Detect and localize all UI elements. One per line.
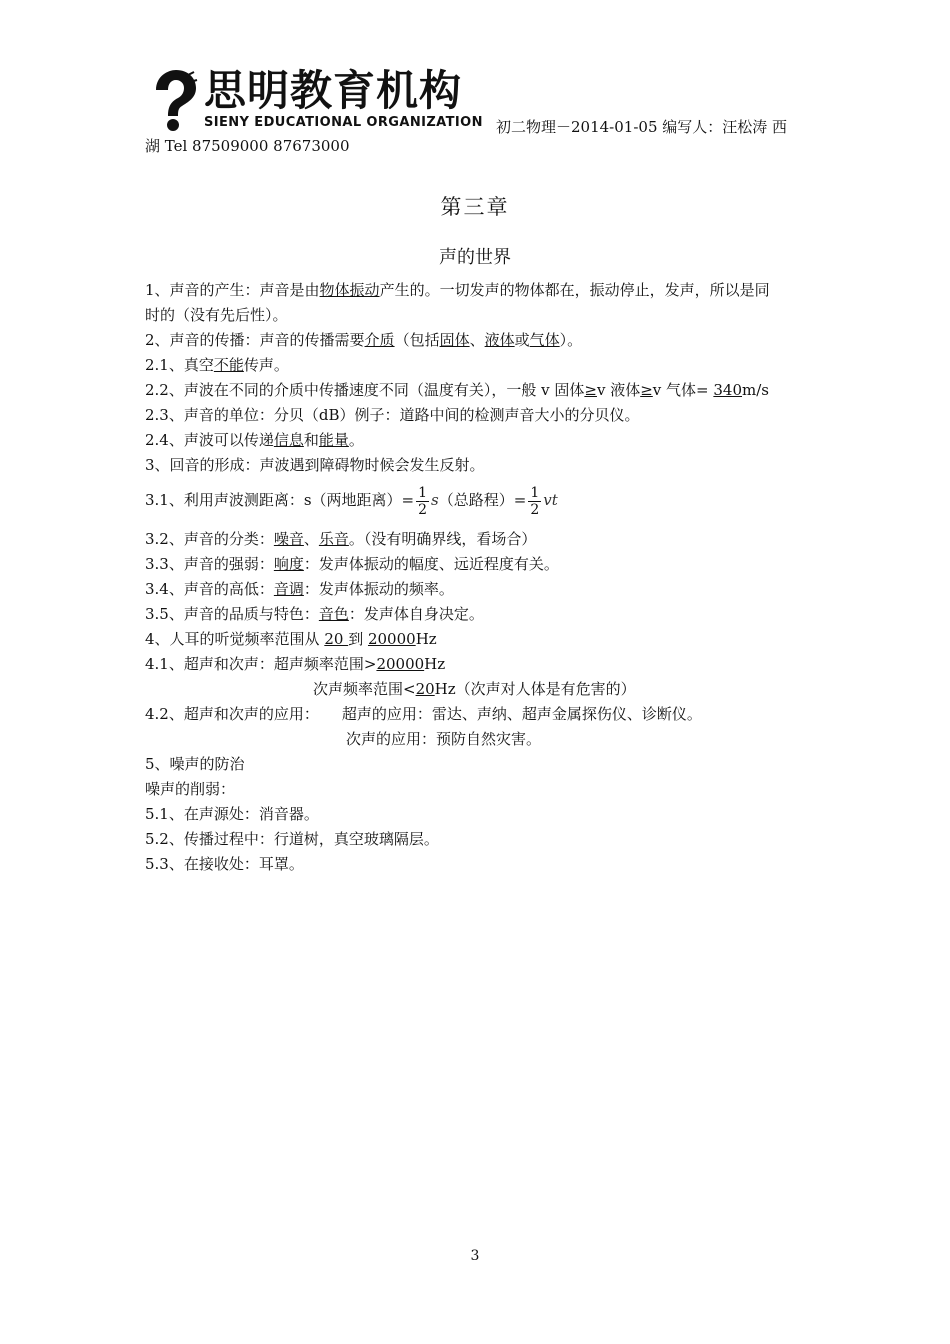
- line-1: [145, 280, 770, 300]
- underlined-term: 乐音: [318, 530, 349, 548]
- text: 4.1、超声和次声：超声频率范围>: [145, 655, 377, 673]
- text: Hz: [415, 630, 437, 648]
- line-3-2: [145, 529, 536, 549]
- line-3-5: [145, 604, 484, 624]
- fraction: [416, 485, 429, 518]
- header-info-line-1: 初二物理－2014-01-05 编写人：汪松涛 西: [496, 118, 788, 136]
- text: （总路程）=: [438, 491, 527, 509]
- header-info-line-2: 湖 Tel 87509000 87673000: [145, 137, 350, 155]
- text: 3.4、声音的高低：: [145, 580, 274, 598]
- line-3-1: [145, 480, 558, 520]
- text: 1、声音的产生：声音是由: [145, 281, 320, 299]
- line-4-1: [145, 654, 445, 674]
- underlined-term: 气体: [529, 331, 560, 349]
- underlined-term: 能量: [318, 431, 349, 449]
- underlined-value: 20000: [367, 630, 416, 648]
- text: 次声频率范围<: [313, 680, 416, 698]
- line-5-intro: 噪声的削弱：: [145, 780, 236, 798]
- text: 2、声音的传播：声音的传播需要: [145, 331, 365, 349]
- text: 4.2、超声和次声的应用：: [145, 705, 319, 723]
- underlined-term: 信息: [273, 431, 304, 449]
- text: 超声的应用：雷达、声纳、超声金属探伤仪、诊断仪。: [341, 705, 702, 723]
- text: 3.1、利用声波测距离：s（两地距离）=: [145, 491, 415, 509]
- line-5: 5、噪声的防治: [145, 755, 245, 773]
- text: 4、人耳的听觉频率范围从: [145, 630, 325, 648]
- text: Hz: [424, 655, 446, 673]
- text: v 气体=: [652, 381, 714, 399]
- underlined-term: 物体振动: [319, 281, 380, 299]
- text: v 液体: [596, 381, 641, 399]
- line-5-2: 5.2、传播过程中：行道树，真空玻璃隔层。: [145, 830, 439, 848]
- text: ：发声体振动的频率。: [303, 580, 454, 598]
- fraction-numerator: 1: [418, 484, 428, 501]
- question-bulb-icon: [150, 70, 198, 132]
- line-2-3: 2.3、声音的单位：分贝（dB）例子：道路中间的检测声音大小的分贝仪。: [145, 406, 640, 424]
- text: 和: [303, 431, 319, 449]
- fraction-denominator: 2: [530, 501, 540, 518]
- text: 、: [469, 331, 485, 349]
- chapter-title: 第三章: [440, 195, 510, 219]
- text: 。（没有明确界线，看场合）: [348, 530, 537, 548]
- underlined-term: 不能: [213, 356, 244, 374]
- line-4-2: [145, 704, 702, 724]
- underlined-term: 介质: [364, 331, 395, 349]
- text: m/s: [742, 381, 769, 399]
- text: 3.2、声音的分类：: [145, 530, 274, 548]
- logo-chinese-text: 思明教育机构: [204, 66, 463, 115]
- text: 2.4、声波可以传递: [145, 431, 274, 449]
- math-variable: s: [431, 491, 439, 509]
- underlined-term: 音调: [273, 580, 304, 598]
- text: 。: [348, 431, 364, 449]
- line-1-cont: 时的（没有先后性）。: [145, 306, 288, 324]
- text: Hz（次声对人体是有危害的）: [434, 680, 636, 698]
- text: 3.3、声音的强弱：: [145, 555, 274, 573]
- line-2-1: [145, 355, 289, 375]
- text: 3.5、声音的品质与特色：: [145, 605, 319, 623]
- text: 传声。: [243, 356, 289, 374]
- underlined-term: 响度: [273, 555, 304, 573]
- underlined-term: 噪音: [273, 530, 304, 548]
- underlined-value: 20: [415, 680, 435, 698]
- text: ）。: [559, 331, 583, 349]
- underlined-term: 音色: [318, 605, 349, 623]
- line-5-3: 5.3、在接收处：耳罩。: [145, 855, 304, 873]
- line-4: [145, 629, 437, 649]
- underlined-value: 20000: [376, 655, 425, 673]
- section-subtitle: 声的世界: [439, 247, 511, 268]
- line-3-4: [145, 579, 454, 599]
- logo-english-text: SIENY EDUCATIONAL ORGANIZATION: [204, 115, 483, 130]
- logo: [150, 68, 490, 136]
- underlined-term: 液体: [484, 331, 515, 349]
- underlined-term: 固体: [439, 331, 470, 349]
- underlined-value: 20: [324, 630, 349, 648]
- line-2: [145, 330, 582, 350]
- text: 产生的。一切发声的物体都在，振动停止，发声，所以是同: [379, 281, 770, 299]
- line-4-1-cont: [313, 679, 636, 699]
- line-3: 3、回音的形成：声波遇到障碍物时候会发生反射。: [145, 456, 485, 474]
- text: 2.1、真空: [145, 356, 214, 374]
- text: 或: [514, 331, 530, 349]
- page-number: 3: [470, 1248, 480, 1264]
- underlined-value: 340: [713, 381, 743, 399]
- text: （包括: [394, 331, 440, 349]
- underlined-symbol: ≥: [640, 381, 653, 399]
- line-3-3: [145, 554, 559, 574]
- text: ：发声体振动的幅度、远近程度有关。: [303, 555, 559, 573]
- fraction-numerator: 1: [530, 484, 540, 501]
- line-2-4: [145, 430, 364, 450]
- text: 、: [303, 530, 319, 548]
- text: 到: [348, 630, 368, 648]
- text: 2.2、声波在不同的介质中传播速度不同（温度有关），一般 v 固体: [145, 381, 585, 399]
- math-variable: vt: [543, 491, 558, 509]
- fraction: [528, 485, 541, 518]
- fraction-denominator: 2: [418, 501, 428, 518]
- line-4-2-cont: 次声的应用：预防自然灾害。: [346, 730, 542, 748]
- underlined-symbol: ≥: [584, 381, 597, 399]
- line-5-1: 5.1、在声源处：消音器。: [145, 805, 319, 823]
- line-2-2: [145, 380, 769, 400]
- text: ：发声体自身决定。: [348, 605, 484, 623]
